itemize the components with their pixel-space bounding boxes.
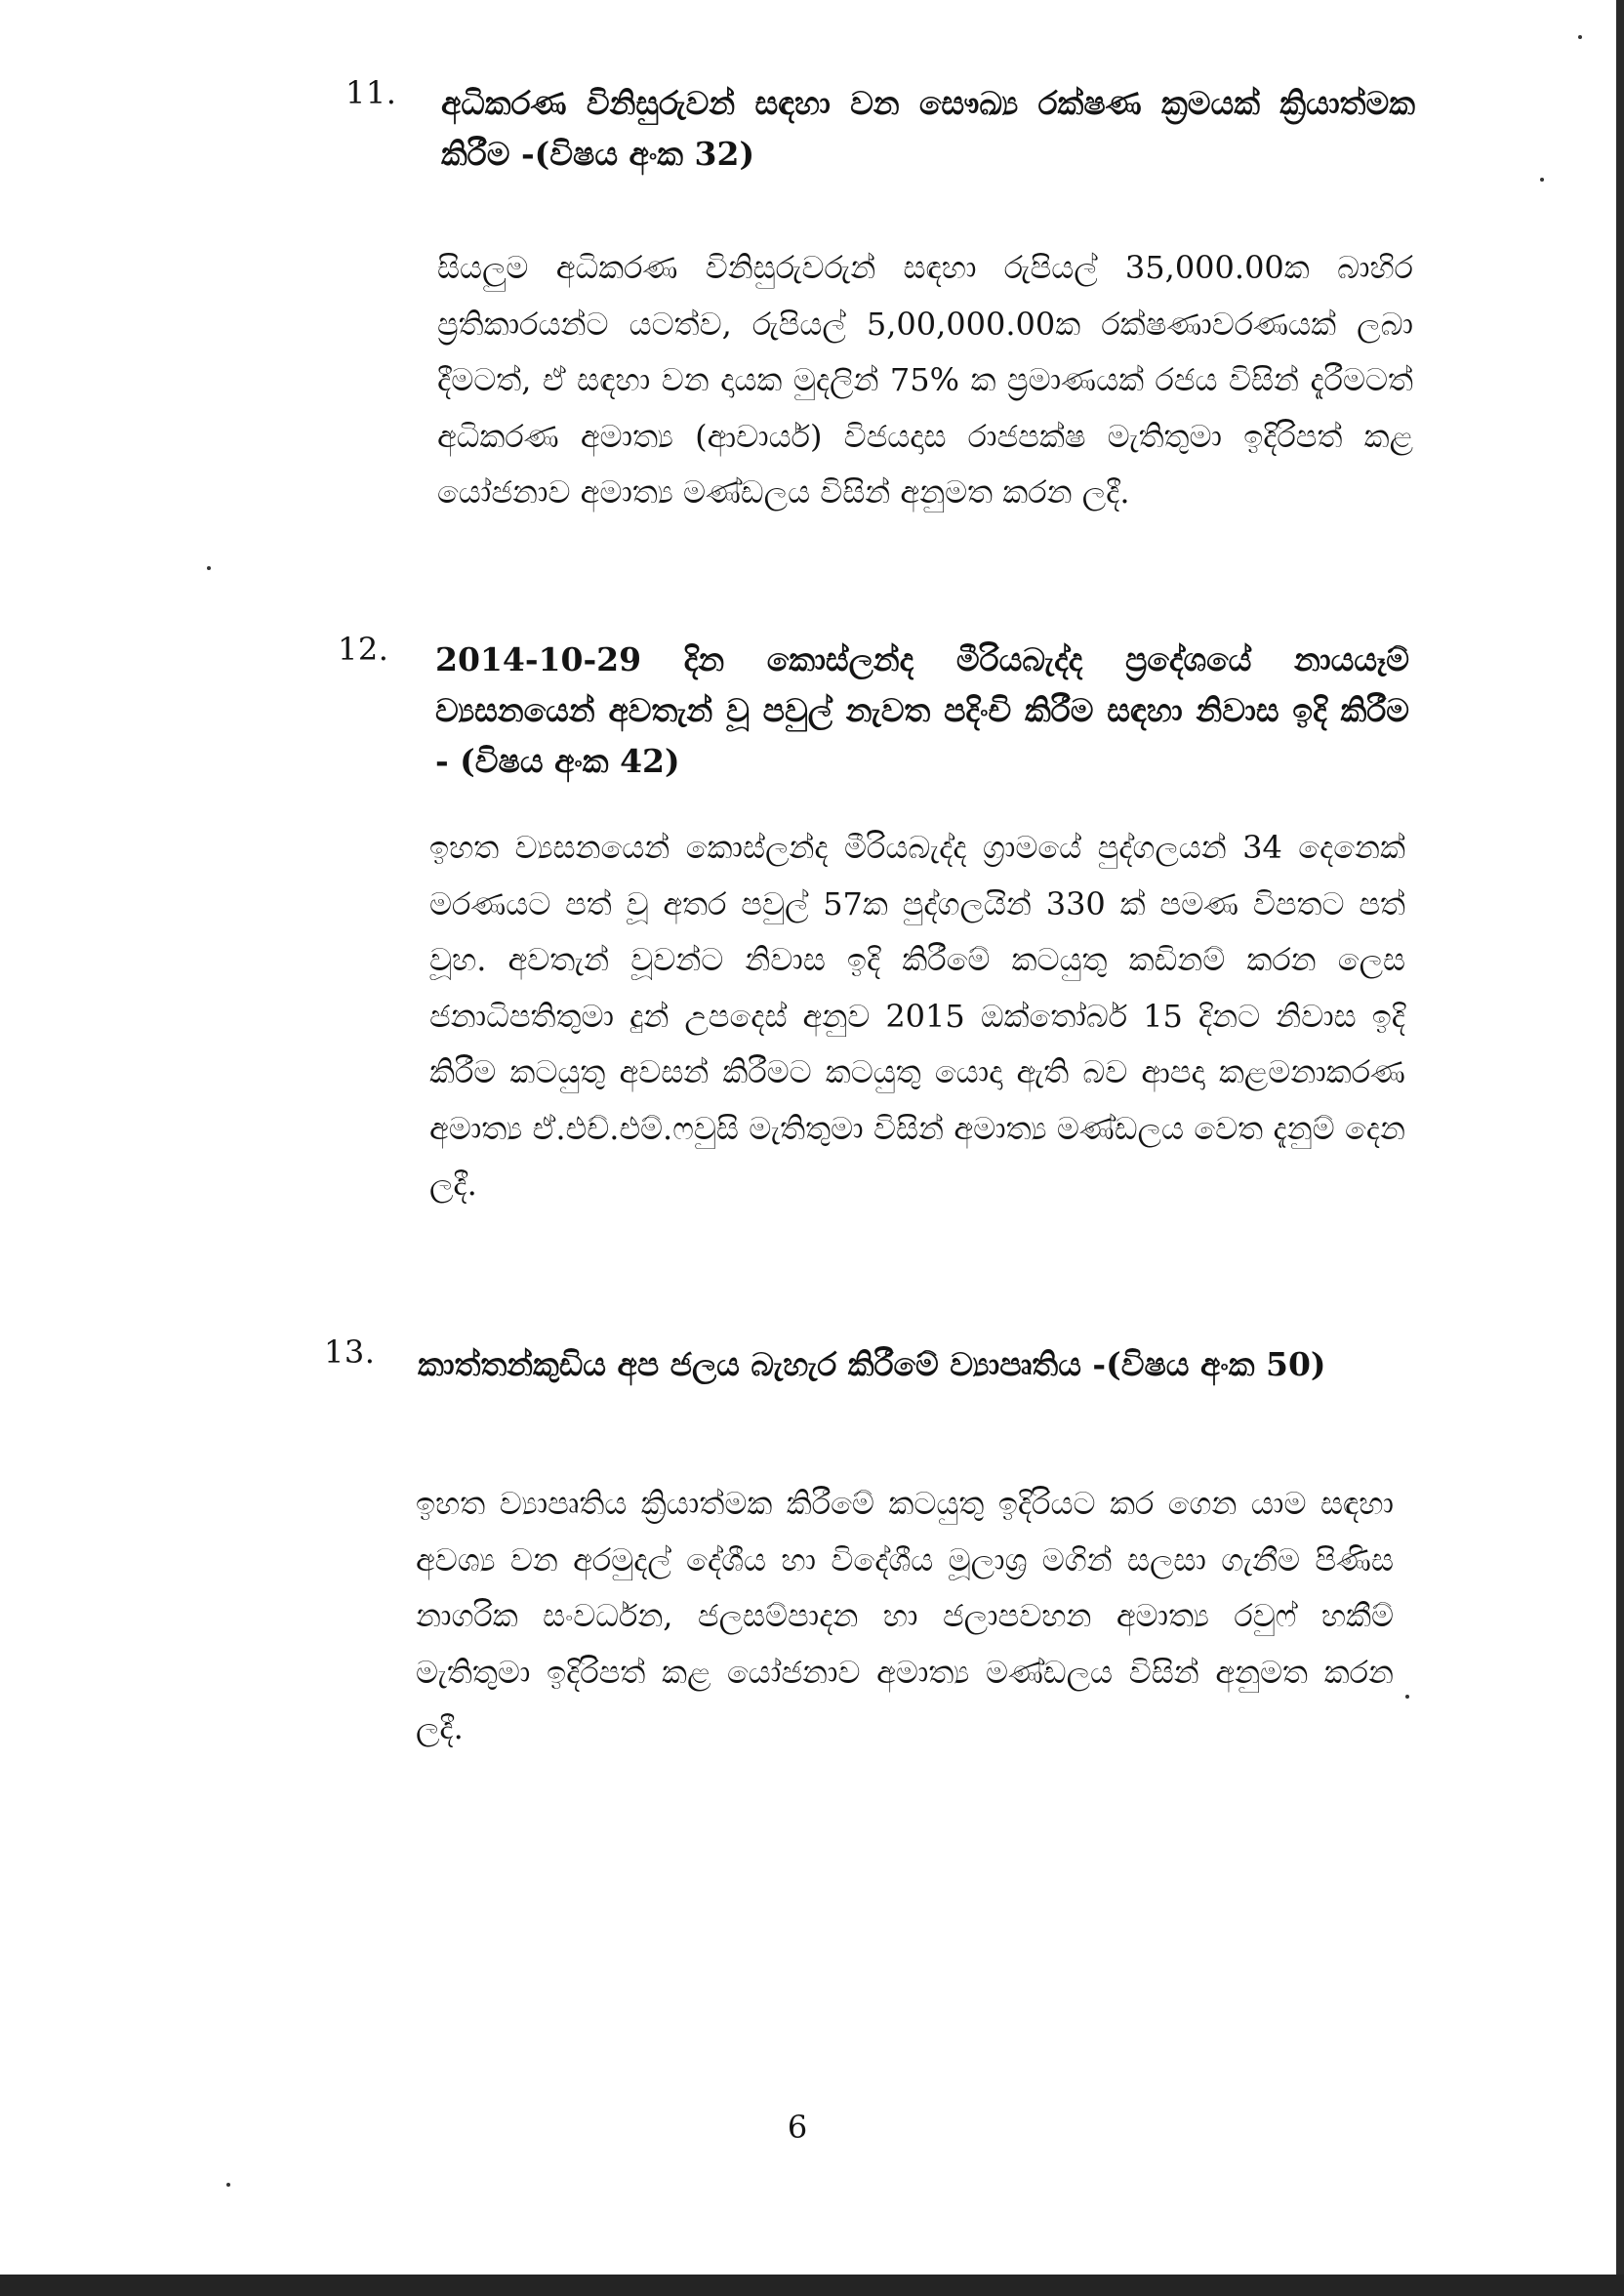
scan-edge-right <box>1616 0 1624 2296</box>
section-heading: කාත්තන්කුඩිය අප ජලය බැහැර කිරීමේ ව්‍යාපෘතිය -(විෂය අංක 50) <box>418 1345 1326 1383</box>
section-number: 12. <box>338 631 389 668</box>
scan-speck <box>207 566 211 570</box>
section-heading: අධිකරණ විනිසුරුවන් සඳහා වන සෞඛ්‍ය රක්ෂණ ක්‍රමයක් ක්‍රියාත්මක කිරීම -(විෂය අංක 32) <box>441 84 1415 173</box>
section-body: සියලුම අධිකරණ විනිසුරුවරුන් සඳහා රුපියල් 35,000.00ක බාහිර ප්‍රතිකාරයන්ට යටත්ව, රුපියල් 5,00,000.00ක රක්ෂණාවරණයක් ලබා දීමටත්, ඒ සඳහා වන දායක මුදලින් 75% ක ප්‍රමාණයක් රජය විසින් දැරීමටත් අධිකරණ අමාත්‍ය (ආචාර්ය) විජයදාස රාජපක්ෂ මැතිතුමා ඉදිරිපත් කළ යෝජනාව අමාත්‍ය මණ්ඩලය විසින් අනුමත කරන ලදී. <box>437 249 1413 511</box>
scan-speck <box>1540 178 1544 182</box>
section-heading: 2014-10-29 දින කොස්ලන්ද මීරියබැද්ද ප්‍රදේශයේ නායයෑම් ව්‍යසනයෙන් අවතැන් වූ පවුල් නැවත පදිංචි කිරීම සඳහා නිවාස ඉදි කිරීම - (විෂය අංක 42) <box>435 640 1409 780</box>
section-body: ඉහත ව්‍යාපෘතිය ක්‍රියාත්මක කිරීමේ කටයුතු ඉදිරියට කර ගෙන යාම සඳහා අවශ්‍ය වන අරමුදල් දේශීය හා විදේශීය මූලාශ්‍ර මගින් සලසා ගැනීම පිණිස නාගරික සංවර්ධන, ජලසම්පාදන හා ජලාපවහන අමාත්‍ය රවුෆ් හකීම් මැතිතුමා ඉදිරිපත් කළ යෝජනාව අමාත්‍ය මණ්ඩලය විසින් අනුමත කරන ලදී. <box>416 1485 1394 1746</box>
scan-edge-bottom <box>0 2275 1624 2296</box>
scan-speck <box>226 2183 230 2187</box>
scan-speck <box>1405 1695 1409 1699</box>
section-number: 13. <box>324 1333 376 1371</box>
section-number: 11. <box>345 74 397 111</box>
section-body: ඉහත ව්‍යසනයෙන් කොස්ලන්ද මීරියබැද්ද ග්‍රාමයේ පුද්ගලයන් 34 දෙනෙක් මරණයට පත් වූ අතර පවුල් 57ක පුද්ගලයින් 330 ක් පමණ විපතට පත් වූහ. අවතැන් වූවන්ට නිවාස ඉදි කිරීමේ කටයුතු කඩිනම් කරන ලෙස ජනාධිපතිතුමා දුන් උපදෙස් අනුව 2015 ඔක්තෝබර් 15 දිනට නිවාස ඉදි කිරීම කටයුතු අවසන් කිරීමට කටයුතු යොදා ඇති බව ආපදා කළමනාකරණ අමාත්‍ය ඒ.එච්.එම්.ෆවුසි මැතිතුමා විසින් අමාත්‍ය මණ්ඩලය වෙත දැනුම් දෙන ලදී. <box>429 829 1405 1203</box>
scan-speck <box>1578 35 1582 39</box>
page-number: 6 <box>787 2109 808 2146</box>
